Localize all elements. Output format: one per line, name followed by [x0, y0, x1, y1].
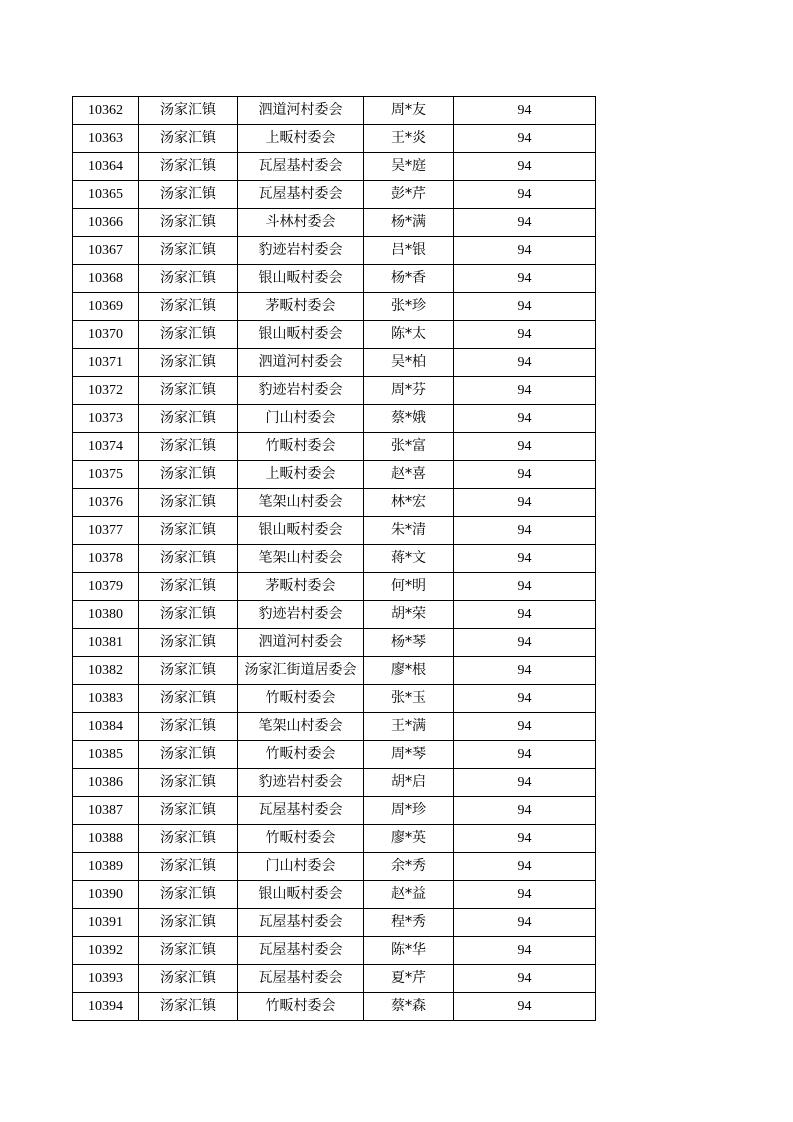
score-cell: 94 [454, 153, 596, 181]
table-row [73, 209, 596, 237]
town-cell: 汤家汇镇 [139, 321, 238, 349]
score-cell: 94 [454, 965, 596, 993]
score-cell: 94 [454, 377, 596, 405]
score-cell: 94 [454, 125, 596, 153]
name-cell: 张*珍 [364, 293, 454, 321]
id-cell: 10372 [73, 377, 139, 405]
table-row [73, 937, 596, 965]
village-cell: 竹畈村委会 [238, 685, 364, 713]
table-row [73, 657, 596, 685]
village-cell: 豹迹岩村委会 [238, 377, 364, 405]
town-cell: 汤家汇镇 [139, 97, 238, 125]
score-cell: 94 [454, 545, 596, 573]
village-cell: 银山畈村委会 [238, 517, 364, 545]
town-cell: 汤家汇镇 [139, 629, 238, 657]
town-cell: 汤家汇镇 [139, 349, 238, 377]
town-cell: 汤家汇镇 [139, 713, 238, 741]
id-cell: 10378 [73, 545, 139, 573]
score-cell: 94 [454, 741, 596, 769]
village-cell: 泗道河村委会 [238, 349, 364, 377]
table-row [73, 965, 596, 993]
table-row [73, 825, 596, 853]
village-cell: 瓦屋基村委会 [238, 153, 364, 181]
score-cell: 94 [454, 853, 596, 881]
village-cell: 银山畈村委会 [238, 265, 364, 293]
name-cell: 何*明 [364, 573, 454, 601]
village-cell: 泗道河村委会 [238, 97, 364, 125]
table-body [73, 97, 596, 1021]
score-cell: 94 [454, 825, 596, 853]
village-cell: 瓦屋基村委会 [238, 909, 364, 937]
name-cell: 张*玉 [364, 685, 454, 713]
name-cell: 胡*荣 [364, 601, 454, 629]
name-cell: 杨*满 [364, 209, 454, 237]
id-cell: 10385 [73, 741, 139, 769]
town-cell: 汤家汇镇 [139, 545, 238, 573]
town-cell: 汤家汇镇 [139, 125, 238, 153]
name-cell: 蔡*森 [364, 993, 454, 1021]
table-row [73, 405, 596, 433]
id-cell: 10386 [73, 769, 139, 797]
id-cell: 10373 [73, 405, 139, 433]
town-cell: 汤家汇镇 [139, 405, 238, 433]
id-cell: 10390 [73, 881, 139, 909]
village-cell: 门山村委会 [238, 853, 364, 881]
id-cell: 10383 [73, 685, 139, 713]
table-row [73, 629, 596, 657]
score-cell: 94 [454, 657, 596, 685]
id-cell: 10369 [73, 293, 139, 321]
name-cell: 余*秀 [364, 853, 454, 881]
id-cell: 10380 [73, 601, 139, 629]
score-cell: 94 [454, 629, 596, 657]
town-cell: 汤家汇镇 [139, 853, 238, 881]
town-cell: 汤家汇镇 [139, 601, 238, 629]
table-row [73, 125, 596, 153]
id-cell: 10394 [73, 993, 139, 1021]
score-cell: 94 [454, 601, 596, 629]
name-cell: 周*琴 [364, 741, 454, 769]
table-row [73, 237, 596, 265]
table-row [73, 489, 596, 517]
village-cell: 瓦屋基村委会 [238, 937, 364, 965]
name-cell: 吴*柏 [364, 349, 454, 377]
id-cell: 10375 [73, 461, 139, 489]
village-cell: 银山畈村委会 [238, 321, 364, 349]
village-cell: 笔架山村委会 [238, 545, 364, 573]
score-cell: 94 [454, 517, 596, 545]
table-row [73, 153, 596, 181]
village-cell: 笔架山村委会 [238, 713, 364, 741]
name-cell: 蒋*文 [364, 545, 454, 573]
id-cell: 10391 [73, 909, 139, 937]
name-cell: 周*友 [364, 97, 454, 125]
table-row [73, 741, 596, 769]
town-cell: 汤家汇镇 [139, 237, 238, 265]
town-cell: 汤家汇镇 [139, 573, 238, 601]
score-cell: 94 [454, 489, 596, 517]
village-cell: 竹畈村委会 [238, 433, 364, 461]
town-cell: 汤家汇镇 [139, 769, 238, 797]
id-cell: 10387 [73, 797, 139, 825]
name-cell: 吴*庭 [364, 153, 454, 181]
town-cell: 汤家汇镇 [139, 293, 238, 321]
id-cell: 10362 [73, 97, 139, 125]
score-cell: 94 [454, 293, 596, 321]
village-cell: 豹迹岩村委会 [238, 601, 364, 629]
village-cell: 上畈村委会 [238, 461, 364, 489]
table-row [73, 181, 596, 209]
town-cell: 汤家汇镇 [139, 825, 238, 853]
score-cell: 94 [454, 237, 596, 265]
id-cell: 10366 [73, 209, 139, 237]
town-cell: 汤家汇镇 [139, 209, 238, 237]
id-cell: 10376 [73, 489, 139, 517]
id-cell: 10381 [73, 629, 139, 657]
town-cell: 汤家汇镇 [139, 461, 238, 489]
town-cell: 汤家汇镇 [139, 965, 238, 993]
name-cell: 廖*根 [364, 657, 454, 685]
id-cell: 10389 [73, 853, 139, 881]
name-cell: 王*满 [364, 713, 454, 741]
score-cell: 94 [454, 881, 596, 909]
village-cell: 门山村委会 [238, 405, 364, 433]
id-cell: 10382 [73, 657, 139, 685]
id-cell: 10392 [73, 937, 139, 965]
table-row [73, 713, 596, 741]
name-cell: 陈*华 [364, 937, 454, 965]
town-cell: 汤家汇镇 [139, 993, 238, 1021]
village-cell: 上畈村委会 [238, 125, 364, 153]
village-cell: 茅畈村委会 [238, 293, 364, 321]
id-cell: 10379 [73, 573, 139, 601]
table-row [73, 349, 596, 377]
table-row [73, 433, 596, 461]
name-cell: 胡*启 [364, 769, 454, 797]
id-cell: 10367 [73, 237, 139, 265]
name-cell: 赵*益 [364, 881, 454, 909]
score-cell: 94 [454, 797, 596, 825]
table-row [73, 685, 596, 713]
name-cell: 周*芬 [364, 377, 454, 405]
data-table [72, 96, 596, 1021]
id-cell: 10388 [73, 825, 139, 853]
table-row [73, 265, 596, 293]
score-cell: 94 [454, 209, 596, 237]
village-cell: 泗道河村委会 [238, 629, 364, 657]
town-cell: 汤家汇镇 [139, 909, 238, 937]
name-cell: 杨*琴 [364, 629, 454, 657]
name-cell: 蔡*娥 [364, 405, 454, 433]
name-cell: 王*炎 [364, 125, 454, 153]
town-cell: 汤家汇镇 [139, 265, 238, 293]
table-row [73, 797, 596, 825]
table-row [73, 573, 596, 601]
village-cell: 豹迹岩村委会 [238, 769, 364, 797]
name-cell: 夏*芹 [364, 965, 454, 993]
village-cell: 斗林村委会 [238, 209, 364, 237]
id-cell: 10377 [73, 517, 139, 545]
table-row [73, 769, 596, 797]
village-cell: 笔架山村委会 [238, 489, 364, 517]
score-cell: 94 [454, 321, 596, 349]
table-row [73, 517, 596, 545]
name-cell: 周*珍 [364, 797, 454, 825]
village-cell: 豹迹岩村委会 [238, 237, 364, 265]
id-cell: 10368 [73, 265, 139, 293]
town-cell: 汤家汇镇 [139, 433, 238, 461]
village-cell: 银山畈村委会 [238, 881, 364, 909]
id-cell: 10365 [73, 181, 139, 209]
table-row [73, 97, 596, 125]
name-cell: 赵*喜 [364, 461, 454, 489]
score-cell: 94 [454, 993, 596, 1021]
score-cell: 94 [454, 713, 596, 741]
village-cell: 竹畈村委会 [238, 993, 364, 1021]
table-row [73, 545, 596, 573]
score-cell: 94 [454, 265, 596, 293]
name-cell: 程*秀 [364, 909, 454, 937]
id-cell: 10393 [73, 965, 139, 993]
table-row [73, 601, 596, 629]
town-cell: 汤家汇镇 [139, 741, 238, 769]
town-cell: 汤家汇镇 [139, 797, 238, 825]
village-cell: 瓦屋基村委会 [238, 797, 364, 825]
score-cell: 94 [454, 937, 596, 965]
id-cell: 10384 [73, 713, 139, 741]
town-cell: 汤家汇镇 [139, 181, 238, 209]
table-row [73, 321, 596, 349]
score-cell: 94 [454, 433, 596, 461]
town-cell: 汤家汇镇 [139, 937, 238, 965]
id-cell: 10364 [73, 153, 139, 181]
score-cell: 94 [454, 909, 596, 937]
name-cell: 朱*清 [364, 517, 454, 545]
table-row [73, 293, 596, 321]
score-cell: 94 [454, 97, 596, 125]
score-cell: 94 [454, 181, 596, 209]
town-cell: 汤家汇镇 [139, 489, 238, 517]
table-row [73, 993, 596, 1021]
village-cell: 茅畈村委会 [238, 573, 364, 601]
name-cell: 彭*芹 [364, 181, 454, 209]
id-cell: 10371 [73, 349, 139, 377]
score-cell: 94 [454, 349, 596, 377]
score-cell: 94 [454, 685, 596, 713]
village-cell: 瓦屋基村委会 [238, 181, 364, 209]
table-row [73, 881, 596, 909]
table-row [73, 461, 596, 489]
village-cell: 竹畈村委会 [238, 741, 364, 769]
village-cell: 竹畈村委会 [238, 825, 364, 853]
name-cell: 陈*太 [364, 321, 454, 349]
id-cell: 10374 [73, 433, 139, 461]
town-cell: 汤家汇镇 [139, 153, 238, 181]
id-cell: 10363 [73, 125, 139, 153]
town-cell: 汤家汇镇 [139, 685, 238, 713]
score-cell: 94 [454, 573, 596, 601]
town-cell: 汤家汇镇 [139, 377, 238, 405]
table-row [73, 377, 596, 405]
village-cell: 瓦屋基村委会 [238, 965, 364, 993]
name-cell: 林*宏 [364, 489, 454, 517]
id-cell: 10370 [73, 321, 139, 349]
table-row [73, 909, 596, 937]
town-cell: 汤家汇镇 [139, 517, 238, 545]
town-cell: 汤家汇镇 [139, 657, 238, 685]
score-cell: 94 [454, 461, 596, 489]
score-cell: 94 [454, 769, 596, 797]
score-cell: 94 [454, 405, 596, 433]
village-cell: 汤家汇街道居委会 [238, 657, 364, 685]
name-cell: 廖*英 [364, 825, 454, 853]
name-cell: 杨*香 [364, 265, 454, 293]
table-row [73, 853, 596, 881]
name-cell: 张*富 [364, 433, 454, 461]
name-cell: 吕*银 [364, 237, 454, 265]
town-cell: 汤家汇镇 [139, 881, 238, 909]
